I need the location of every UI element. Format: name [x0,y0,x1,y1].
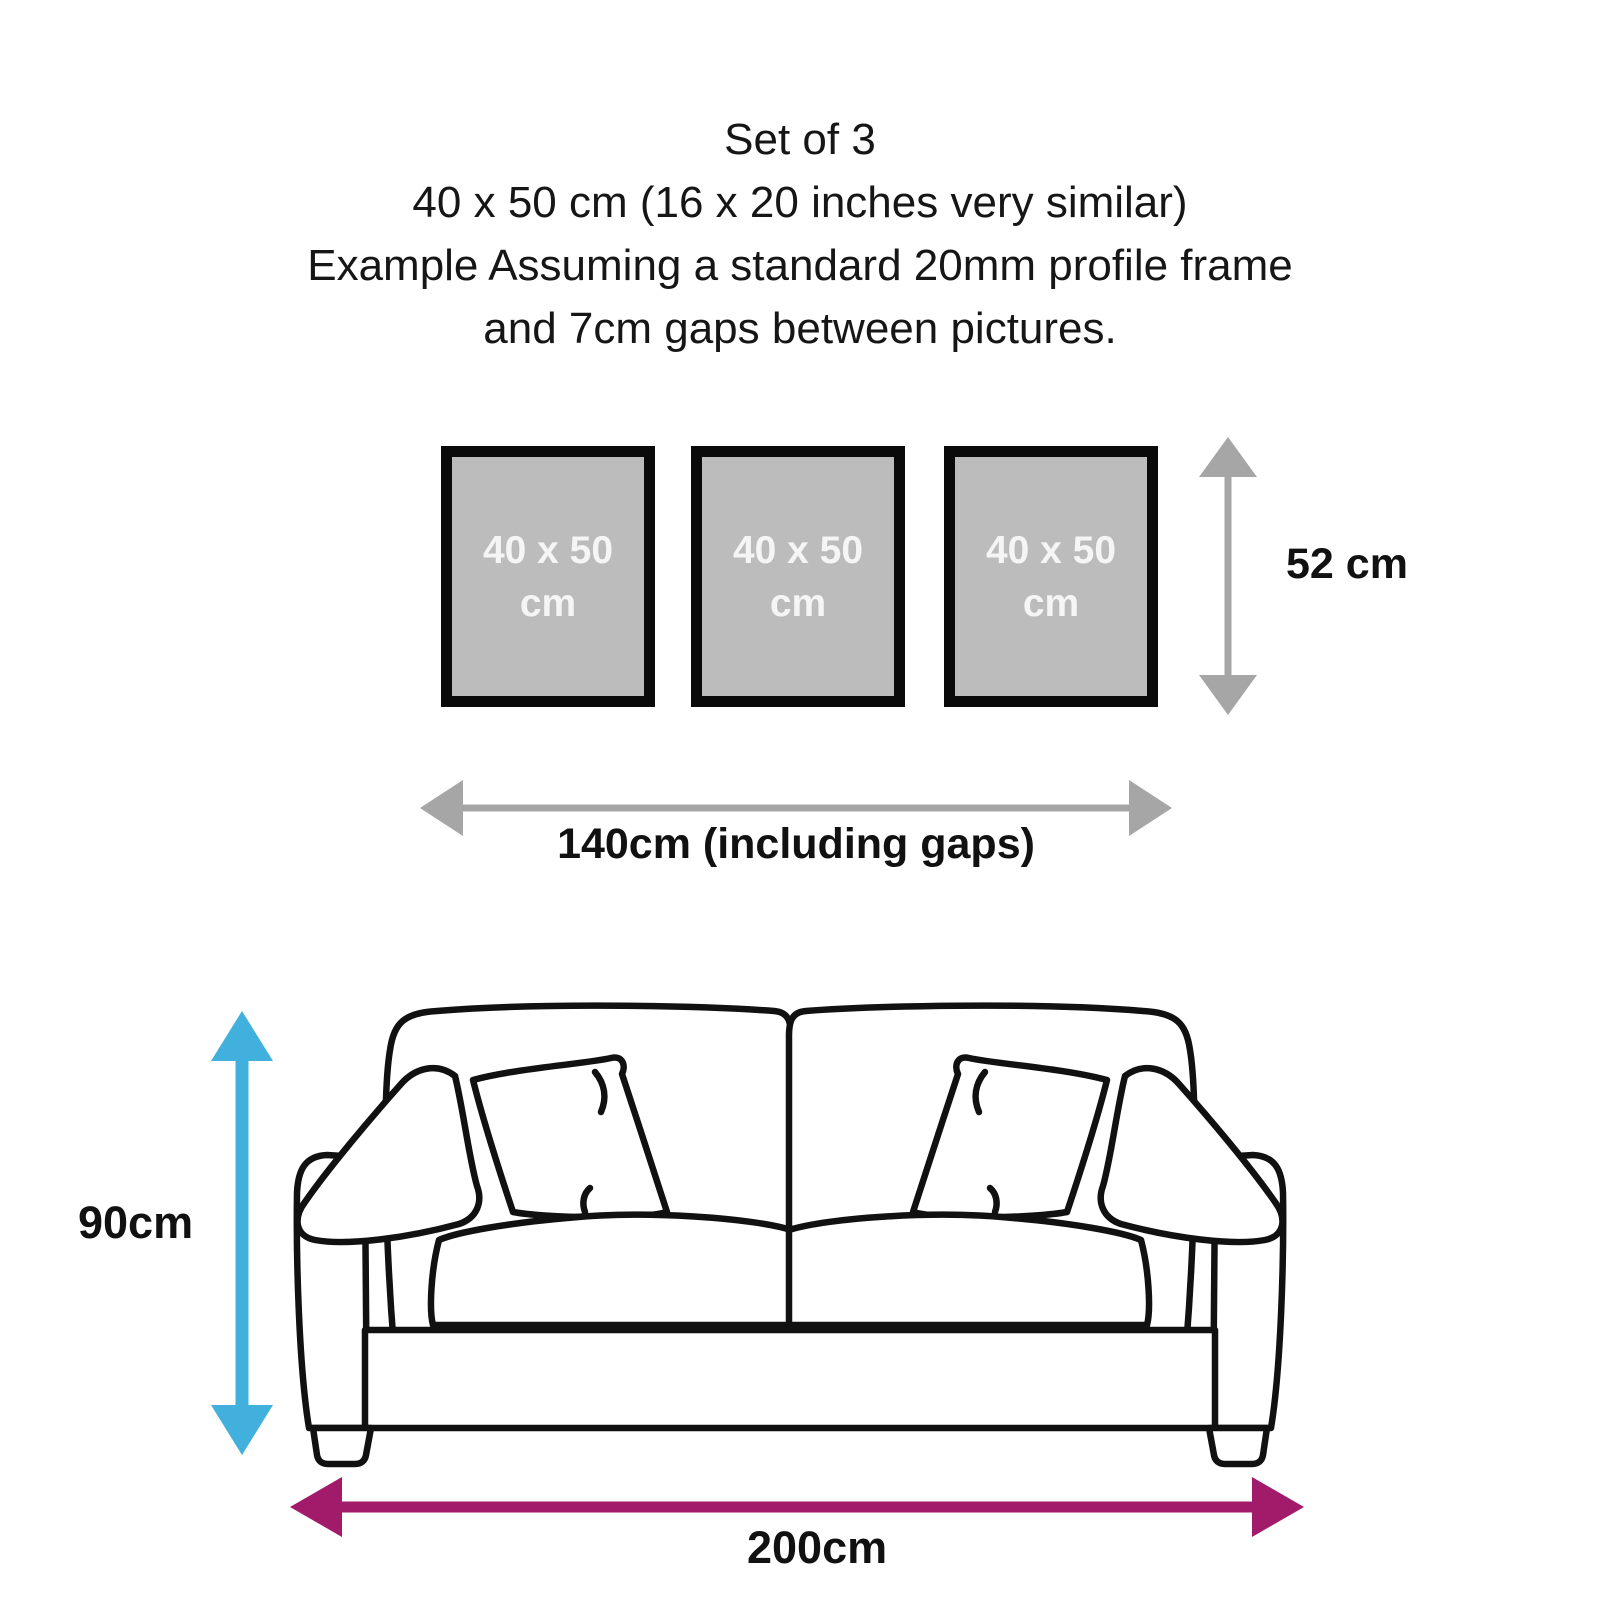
sofa-width-label: 200cm [747,1522,888,1573]
frame-3-size: 40 x 50 [985,528,1117,572]
frame-1-label [483,524,613,630]
diagram-title [0,108,1600,360]
sofa-seat-cushion-left [431,1215,791,1325]
picture-frame-1 [441,446,655,707]
frame-3-label [986,524,1116,630]
frame-2-label [733,524,863,630]
frame-height-arrow-icon [1197,437,1259,715]
frame-2-unit: cm [769,581,827,625]
frame-height-label: 52 cm [1286,540,1408,588]
frame-3-unit: cm [1022,581,1080,625]
sofa-base [365,1330,1215,1428]
sofa-height-label: 90cm [78,1197,194,1248]
sofa-height-arrow-icon [210,1011,274,1455]
sofa-leg-right [1209,1428,1267,1464]
picture-frame-2 [691,446,905,707]
frame-row-width-label: 140cm (including gaps) [557,820,1035,868]
sofa-seat-cushion-right [789,1215,1149,1325]
title-line-3: Example Assuming a standard 20mm profile frame [307,241,1293,290]
sofa-leg-left [313,1428,371,1464]
sofa-illustration [285,978,1295,1470]
picture-frame-3 [944,446,1158,707]
frame-1-size: 40 x 50 [482,528,614,572]
title-line-4: and 7cm gaps between pictures. [483,304,1117,353]
frame-2-size: 40 x 50 [732,528,864,572]
frame-1-unit: cm [519,581,577,625]
title-line-2: 40 x 50 cm (16 x 20 inches very similar) [412,178,1188,227]
title-line-1: Set of 3 [724,115,876,164]
